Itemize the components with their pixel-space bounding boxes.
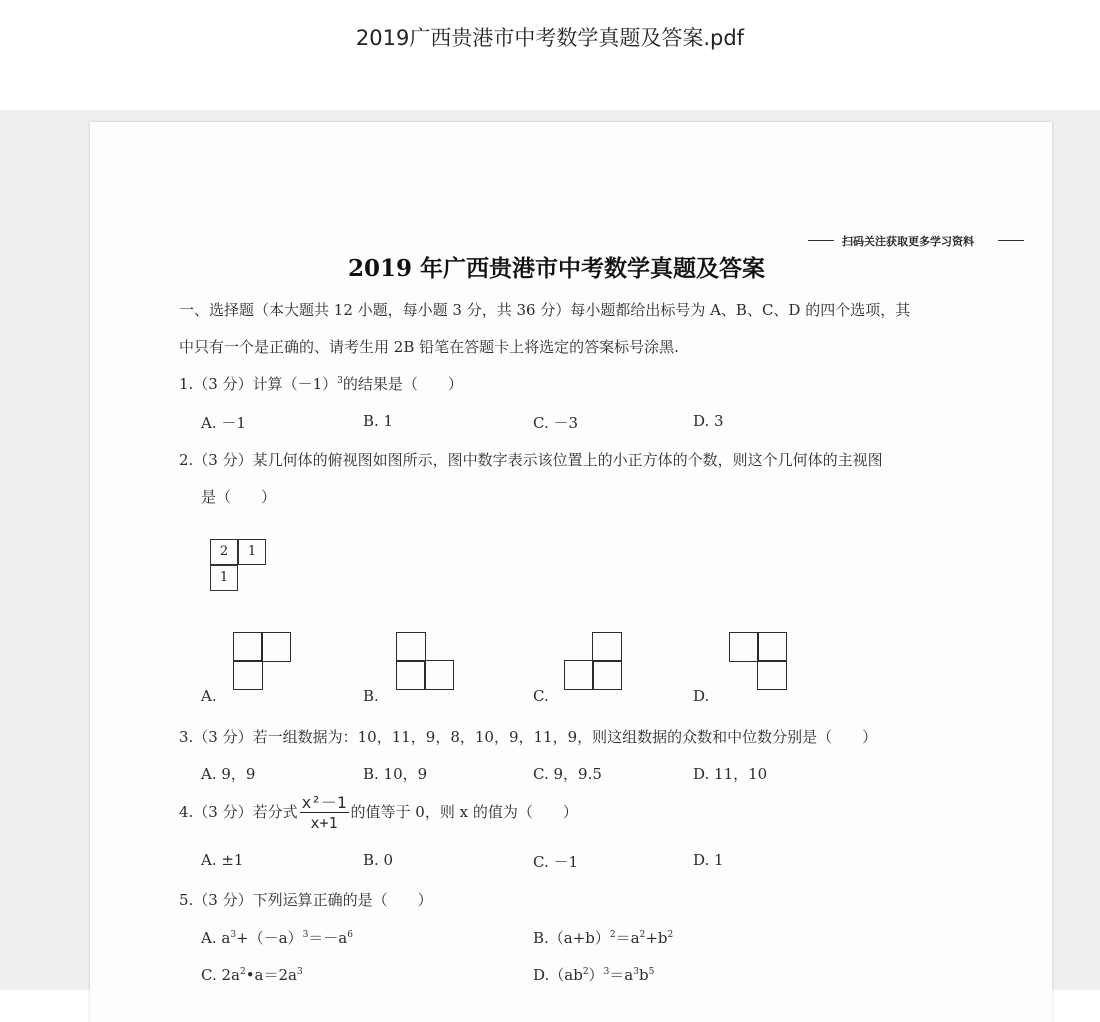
question-5-option-c: C. $2a^2•a=2a^3$ xyxy=(201,966,303,984)
question-2-option-a: A. xyxy=(201,687,217,705)
question-1-option-c: C. －3 xyxy=(533,414,579,432)
question-3-option-a: A. 9，9 xyxy=(201,765,256,783)
watermark-rule-right xyxy=(998,240,1024,241)
question-1-option-a: A. －1 xyxy=(201,414,246,432)
title-bar xyxy=(0,0,1100,110)
document-title: 2019 年广西贵港市中考数学真题及答案 xyxy=(348,255,766,282)
question-5-option-a: A. $a^3+(-a)^3=-a^6$ xyxy=(201,929,353,947)
question-3-option-c: C. 9，9.5 xyxy=(533,765,602,783)
question-5-option-b: $B.(a+b)^2=a^2+b^2$ xyxy=(533,929,674,947)
question-2-option-b: B. xyxy=(363,687,379,705)
question-1-option-b: B. 1 xyxy=(363,412,394,430)
question-3-option-d: D. 11，10 xyxy=(693,765,768,783)
question-2-option-c: C. xyxy=(533,687,549,705)
question-1-stem: 1.（3 分）计算$(-1)^3$的结果是（ ） xyxy=(179,375,463,393)
question-4-option-d: D. 1 xyxy=(693,851,724,869)
question-3-option-b: B. 10，9 xyxy=(363,765,428,783)
watermark-rule-left xyxy=(808,240,834,241)
grid-cell: 1 xyxy=(238,539,266,565)
question-4-option-a: A. ±1 xyxy=(201,851,244,869)
question-2-stem-line1: 2.（3 分）某几何体的俯视图如图所示，图中数字表示该位置上的小正方体的个数，则这个几何体的主视图 xyxy=(179,451,883,469)
fraction: $\frac{\text{x²－1}}{x+1}$ xyxy=(301,793,347,832)
question-4-option-b: B. 0 xyxy=(363,851,394,869)
watermark-text: 扫码关注获取更多学习资料 xyxy=(842,235,974,248)
grid-cell: 1 xyxy=(210,565,238,591)
question-2-option-d: D. xyxy=(693,687,710,705)
question-2-stem-line2: 是（ ） xyxy=(201,488,277,506)
pdf-page xyxy=(90,122,1052,1022)
question-4-option-c: C. －1 xyxy=(533,853,579,871)
question-5-stem: 5.（3 分）下列运算正确的是（ ） xyxy=(179,891,433,909)
grid-cell: 2 xyxy=(210,539,238,565)
question-5-option-d: $D.(ab^2)^3=a^3b^5$ xyxy=(533,966,655,984)
section-instructions-line2: 中只有一个是正确的、请考生用 2B 铅笔在答题卡上将选定的答案标号涂黑. xyxy=(179,338,679,356)
section-instructions-line1: 一、选择题（本大题共 12 小题，每小题 3 分，共 36 分）每小题都给出标号为 A、B、C、D 的四个选项，其 xyxy=(179,301,911,319)
question-3-stem: 3.（3 分）若一组数据为：10，11，9，8，10，9，11，9，则这组数据的众数和中位数分别是（ ） xyxy=(179,728,878,746)
question-1-option-d: D. 3 xyxy=(693,412,724,430)
file-title: 2019广西贵港市中考数学真题及答案.pdf xyxy=(355,26,745,50)
question-4-stem: 4.（3 分）若分式 $\frac{\text{x²－1}}{x+1}$ 的值等于 0，则 x 的值为（ ） xyxy=(179,793,578,832)
